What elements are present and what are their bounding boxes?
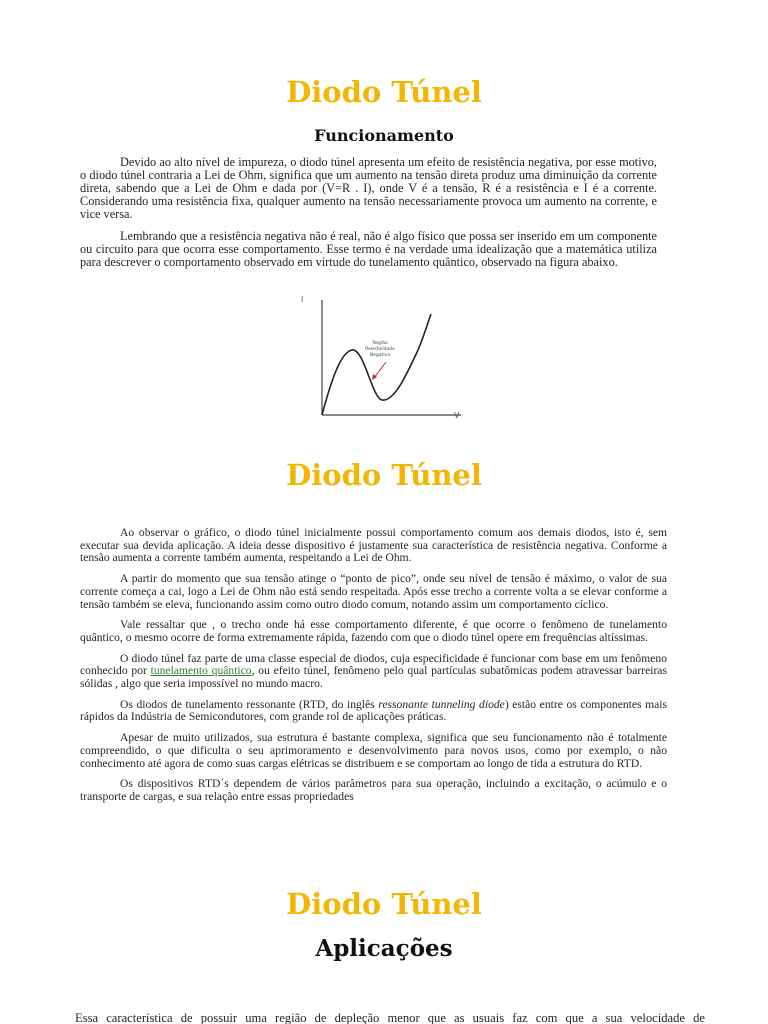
annotation-arrow	[374, 362, 386, 378]
section2-paragraph: Apesar de muito utilizados, sua estrutura é bastante complexa, significa que seu funcionamento não é totalmente compreendido, o que dificulta o seu aprimoramento e desenvolvimento para novos usos, como por exemplo, o não conhecimento até agora de como suas cargas elétricas se distribuem e se comportam ao longo de tida a estrutura do RTD.	[80, 731, 667, 770]
annotation-text: Negativa	[369, 353, 391, 358]
paragraph-text: O diodo túnel faz parte de uma classe especial de diodos, cuja especificidade é funcionar com base em um fenômeno conhecido por	[80, 651, 667, 678]
annotation-text: Região	[372, 341, 388, 346]
paragraph-italic-text: ressonante tunneling diode	[378, 697, 505, 711]
section2-body	[80, 527, 667, 812]
section3-subtitle: Aplicações	[315, 935, 453, 962]
paragraph-text: ) estão entre os componentes mais rápidos da Indústria de Semicondutores, com grande rol de aplicações práticas.	[80, 697, 667, 724]
section1-title: Diodo Túnel	[286, 75, 482, 109]
section1-subtitle: Funcionamento	[314, 126, 454, 145]
iv-curve	[322, 314, 431, 415]
section2-paragraph	[80, 653, 667, 691]
annotation-text: Resistividade	[365, 347, 395, 352]
section1-paragraph: Lembrando que a resistência negativa não é real, não é algo físico que possa ser inserido em um componente ou circuito para que ocorra esse comportamento. Esse termo é na verdade uma idealização que a matemática utiliza para descrever o comportamento observado em virtude do tunelamento quântico, observado na figura abaixo.	[80, 229, 657, 269]
section1-body	[80, 156, 657, 278]
section2-title: Diodo Túnel	[286, 458, 482, 492]
section2-paragraph: Ao observar o gráfico, o diodo túnel inicialmente possui comportamento comum aos demais diodos, isto é, sem executar sua devida aplicação. A ideia desse dispositivo é justamente sua característica de resistência negativa. Conforme a tensão aumenta a corrente também aumenta, respeitando a Lei de Ohm.	[80, 526, 667, 565]
section2-paragraph: Vale ressaltar que , o trecho onde há esse comportamento diferente, é que ocorre o fenômeno de tunelamento quântico, o mesmo ocorre de forma extremamente rápida, fazendo com que o diodo túnel opere em frequências altíssimas.	[80, 618, 667, 644]
x-axis-label: V	[454, 411, 460, 420]
paragraph-text: Os diodos de tunelamento ressonante (RTD, do inglês	[120, 697, 379, 711]
section2-paragraph	[80, 699, 667, 724]
section2-paragraph: A partir do momento que sua tensão atinge o “ponto de pico”, onde seu nível de tensão é máximo, o valor de sua corrente começa a cai, logo a Lei de Ohm não está sendo respeitada. Após esse trecho a corrente volta a se elevar conforme a tensão também se eleva, funcionando assim como outro diodo comum, notando assim um comportamento cíclico.	[80, 572, 667, 611]
y-axis-label: I	[301, 295, 304, 304]
section3-title: Diodo Túnel	[286, 887, 482, 921]
section3-partial-line: Essa característica de possuir uma região de depleção menor que as usuais faz com que a sua velocidade de	[75, 1011, 705, 1024]
section2-paragraph: Os dispositivos RTD´s dependem de vários parâmetros para sua operação, incluindo a excitação, o acúmulo e o transporte de cargas, e sua relação entre essas propriedades	[80, 777, 667, 803]
paragraph-text: , ou efeito túnel, fenômeno pelo qual partículas subatômicas podem atravessar barreiras sólidas , algo que seria impossível no mundo macro.	[80, 664, 667, 691]
tunelamento-quantico-link[interactable]: tunelamento quântico	[150, 664, 252, 678]
iv-curve-figure	[296, 290, 466, 422]
section1-paragraph: Devido ao alto nível de impureza, o diodo túnel apresenta um efeito de resistência negativa, por esse motivo, o diodo túnel contraria a Lei de Ohm, significa que um aumento na tensão direta produz uma diminuição da corrente direta, sabendo que a Lei de Ohm e dada por (V=R . I), onde V é a tensão, R é a resistência e I é a corrente. Considerando uma resistência fixa, qualquer aumento na tensão necessariamente provoca um aumento na corrente, e vice versa.	[80, 155, 657, 221]
